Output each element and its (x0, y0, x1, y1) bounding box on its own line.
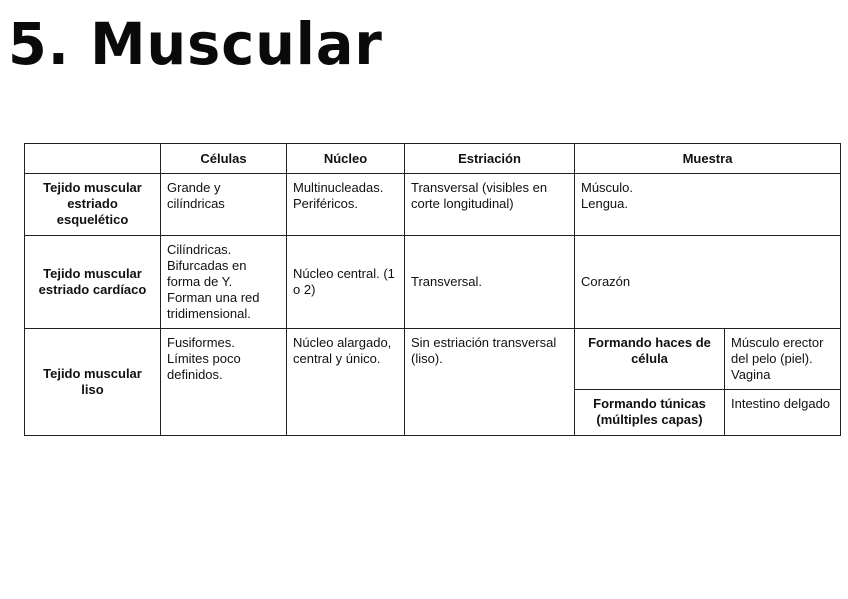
table-header-row (25, 144, 841, 174)
row-label-smooth: Tejido muscular liso (25, 329, 161, 436)
cells-line: Fusiformes. (167, 335, 235, 350)
header-cell-empty (25, 144, 161, 174)
cell-cardiac-striation: Transversal. (405, 236, 575, 329)
cells-line: Límites poco definidos. (167, 351, 241, 382)
cell-smooth-type-tunics: Formando túnicas (múltiples capas) (575, 390, 725, 436)
muscle-tissue-table (24, 143, 841, 436)
cells-line: Bifurcadas en forma de Y. (167, 258, 247, 289)
cell-cardiac-cells (161, 236, 287, 329)
cells-line: Cilíndricas. (167, 242, 232, 257)
table-row (25, 329, 841, 390)
cells-line: Forman una red tridimensional. (167, 290, 260, 321)
sample-line: Músculo. (581, 180, 634, 195)
cell-smooth-sample-tunics: Intestino delgado (725, 390, 841, 436)
sample-line: Vagina (731, 367, 771, 382)
header-cell-cells: Células (161, 144, 287, 174)
header-cell-nucleus: Núcleo (287, 144, 405, 174)
cell-smooth-cells (161, 329, 287, 436)
cell-smooth-striation: Sin estriación transversal (liso). (405, 329, 575, 436)
page-title: 5. Muscular (8, 10, 383, 78)
cell-cardiac-nucleus: Núcleo central. (1 o 2) (287, 236, 405, 329)
cell-skeletal-cells: Grande y cilíndricas (161, 174, 287, 236)
row-label-skeletal: Tejido muscular estriado esquelético (25, 174, 161, 236)
header-cell-striation: Estriación (405, 144, 575, 174)
cell-skeletal-striation: Transversal (visibles en corte longitudinal) (405, 174, 575, 236)
cell-skeletal-nucleus: Multinucleadas. Periféricos. (287, 174, 405, 236)
cell-smooth-nucleus: Núcleo alargado, central y único. (287, 329, 405, 436)
sample-line: Lengua. (581, 196, 628, 211)
sample-line: Músculo erector del pelo (piel). (731, 335, 824, 366)
cell-smooth-type-bundles: Formando haces de célula (575, 329, 725, 390)
table-row (25, 236, 841, 329)
row-label-cardiac: Tejido muscular estriado cardíaco (25, 236, 161, 329)
header-cell-sample: Muestra (575, 144, 841, 174)
cell-skeletal-sample (575, 174, 841, 236)
table-row (25, 174, 841, 236)
cell-cardiac-sample: Corazón (575, 236, 841, 329)
cell-smooth-sample-bundles (725, 329, 841, 390)
